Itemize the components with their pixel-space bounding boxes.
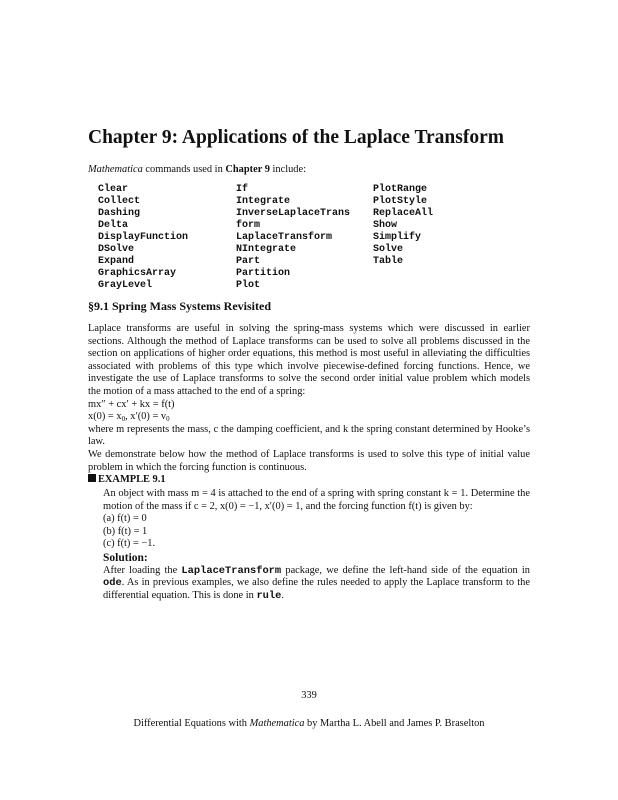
solution-text: After loading the LaplaceTransform package, we define the left-hand side of the equation in ode. As in previous examples, we also define the rules needed to apply the Laplace transform to the differential equation. This is done in rule. xyxy=(103,564,530,602)
section-paragraph-3: We demonstrate below how the method of Laplace transforms is used to solve this type of initial value problem in which the forcing function is continuous. xyxy=(88,448,530,473)
command-name: Show xyxy=(373,220,398,231)
footer-software-name: Mathematica xyxy=(249,718,305,729)
code-ode: ode xyxy=(103,577,122,590)
code-rule: rule xyxy=(256,589,282,602)
intro-text-end: include: xyxy=(269,164,306,175)
command-name: GrayLevel xyxy=(98,280,153,291)
command-name: DSolve xyxy=(98,244,135,255)
command-name: Integrate xyxy=(236,196,291,207)
command-name: GraphicsArray xyxy=(98,268,177,279)
intro-text: commands used in xyxy=(142,164,226,175)
example-problem: An object with mass m = 4 is attached to the end of a spring with spring constant k = 1. Determine the motion of the mass if c = 2, x(0) = −1, x′(0) = 1, and the forcing function f(t) is given by: xyxy=(103,488,530,512)
command-name: InverseLaplaceTrans xyxy=(236,208,351,219)
command-name: DisplayFunction xyxy=(98,232,189,243)
command-name: Table xyxy=(373,256,404,267)
command-name: PlotRange xyxy=(373,184,428,195)
command-name: Expand xyxy=(98,256,135,267)
example-case-c: (c) f(t) = −1. xyxy=(103,538,156,550)
command-name: PlotStyle xyxy=(373,196,428,207)
command-name: form xyxy=(236,220,261,231)
equation-initial-conditions: $x(0) = x_0$, $x'(0) = v_0$ xyxy=(88,411,170,424)
code-laplacetransform: LaplaceTransform xyxy=(181,564,282,577)
page-number: 339 xyxy=(301,690,317,701)
command-name: ReplaceAll xyxy=(373,208,434,219)
example-body xyxy=(103,488,530,602)
command-name: Partition xyxy=(236,268,291,279)
example-case-a: (a) f(t) = 0 xyxy=(103,513,147,525)
page-footer: Differential Equations with Mathematica by Martha L. Abell and James P. Braselton xyxy=(133,718,485,729)
command-name: Plot xyxy=(236,280,261,291)
command-name: LaplaceTransform xyxy=(236,232,333,243)
command-name: Dashing xyxy=(98,208,141,219)
intro-software-name: Mathematica xyxy=(88,164,143,175)
command-name xyxy=(373,268,483,280)
command-name xyxy=(373,280,483,292)
section-paragraph-1: Laplace transforms are useful in solving the spring-mass systems which were discussed in earlier sections. Although the method of Laplace transforms can be used to solve all problems discussed in the section on applications of higher order equations, this method is most useful in alleviating the difficulties associated with problems of this type which involve piecewise-defined forcing functions. Hence, we investigate the use of Laplace transforms to solve the second order initial value problem which models the motion of a mass attached to the end of a spring: xyxy=(88,323,530,397)
command-name: Clear xyxy=(98,184,129,195)
command-name: Simplify xyxy=(373,232,422,243)
commands-table xyxy=(98,184,483,292)
example-case-b: (b) f(t) = 1 xyxy=(103,525,148,537)
command-name: Solve xyxy=(373,244,404,255)
command-name: Part xyxy=(236,256,261,267)
square-bullet-icon xyxy=(88,474,96,482)
command-name: If xyxy=(236,184,249,195)
command-name: Collect xyxy=(98,196,141,207)
command-name: NIntegrate xyxy=(236,244,297,255)
command-name: Delta xyxy=(98,220,129,231)
chapter-title: Chapter 9: Applications of the Laplace Transform xyxy=(88,127,505,148)
section-body xyxy=(88,323,530,474)
commands-intro xyxy=(88,164,306,177)
intro-chapter-ref: Chapter 9 xyxy=(225,164,270,175)
example-heading: EXAMPLE 9.1 xyxy=(88,474,166,487)
section-paragraph-2: where m represents the mass, c the damping coefficient, and k the spring constant determined by Hooke’s law. xyxy=(88,423,530,448)
equation-motion: mx″ + cx′ + kx = f(t) xyxy=(88,398,175,410)
section-heading: §9.1 Spring Mass Systems Revisited xyxy=(88,299,272,313)
solution-heading: Solution: xyxy=(103,551,148,564)
